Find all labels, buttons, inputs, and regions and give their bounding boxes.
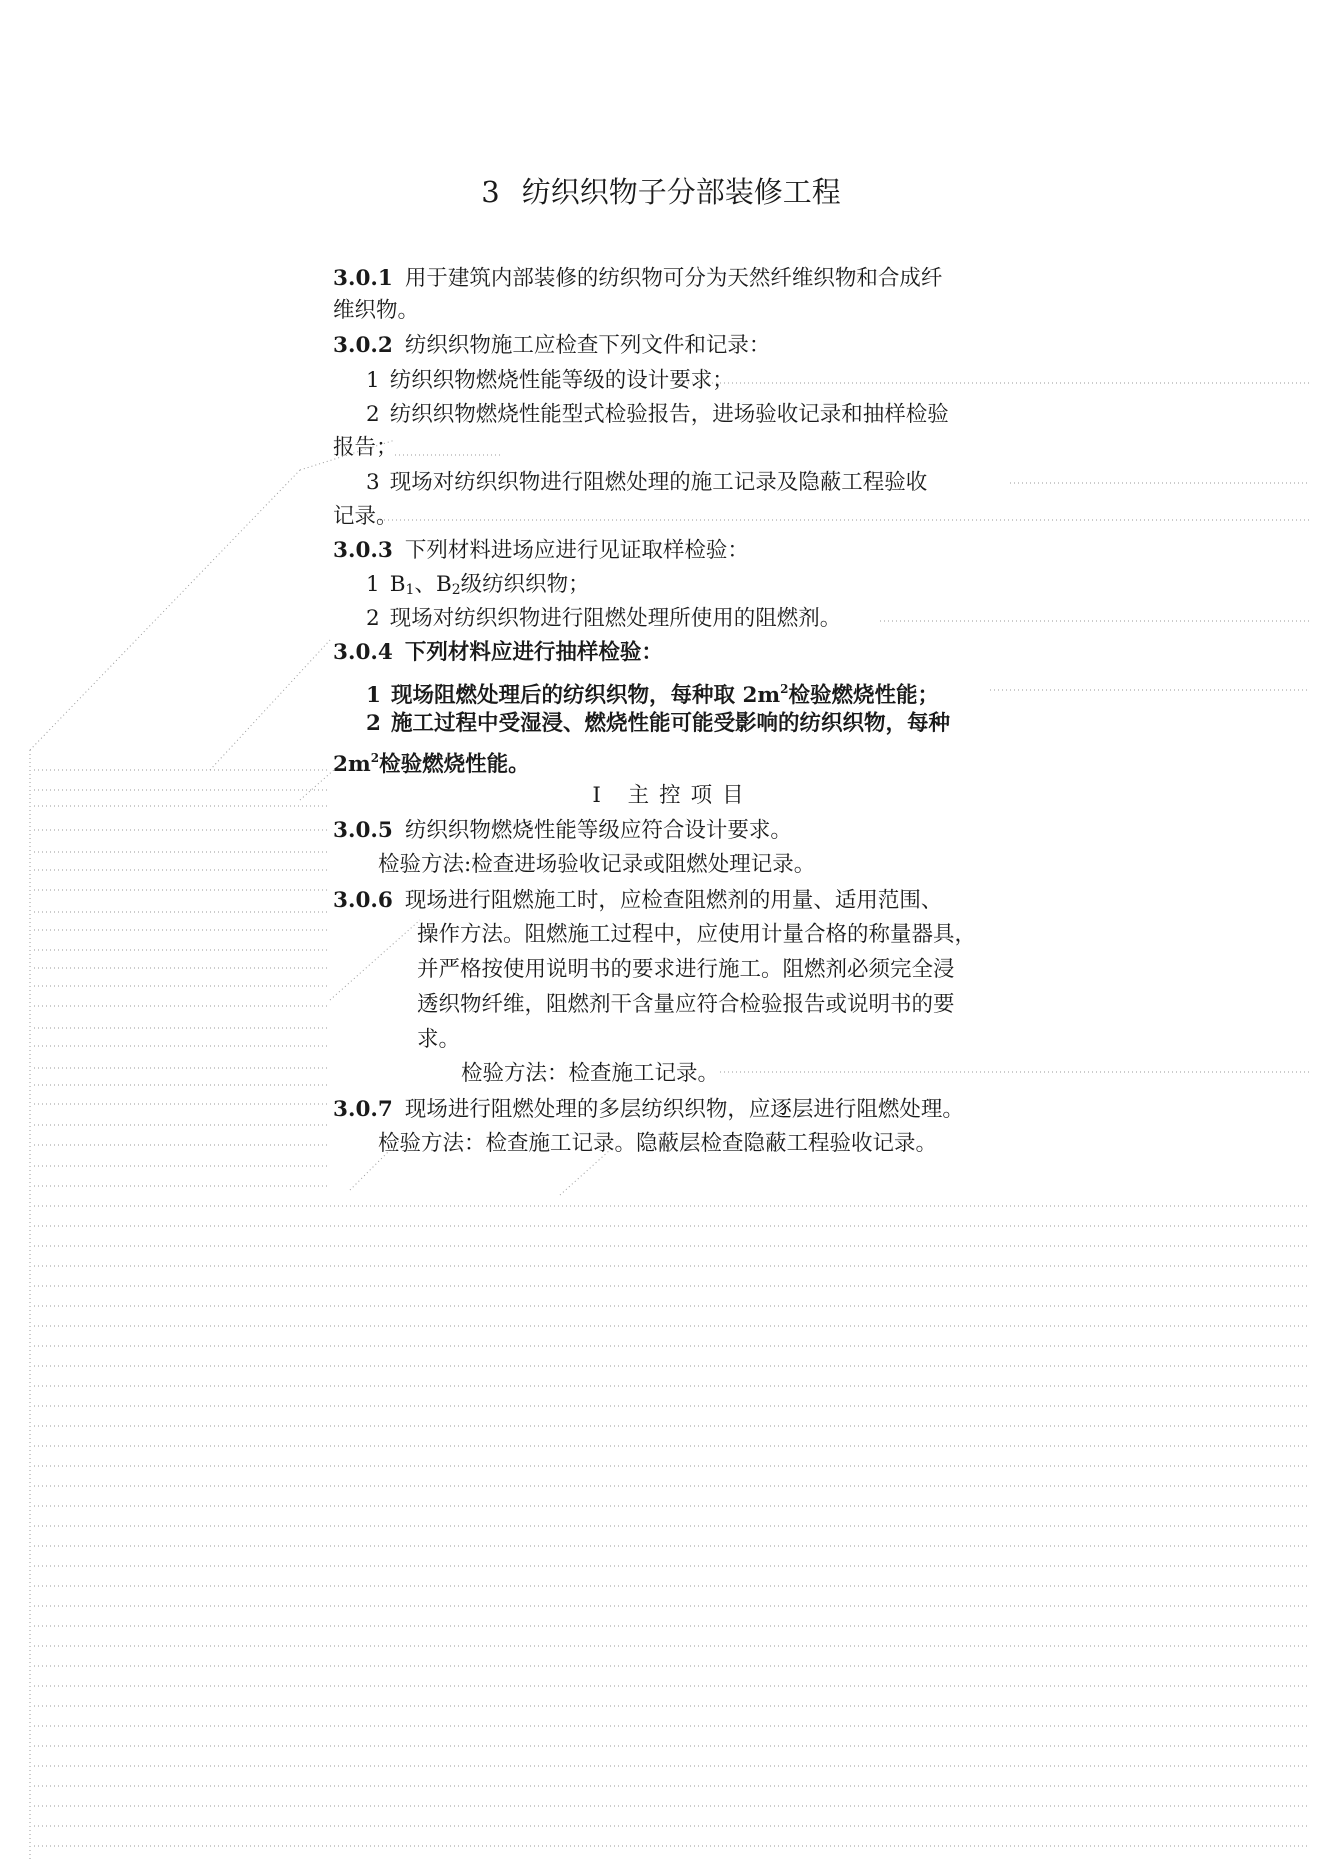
clause-text: 纺织织物施工应检查下列文件和记录：: [404, 333, 771, 358]
clause-text-continued: 维织物。: [333, 298, 420, 323]
inspection-method: 检验方法:检查进场验收记录或阻燃处理记录。: [378, 852, 816, 877]
clause-3-0-2-item-3-continued: [333, 502, 1033, 532]
clause-text: 下列材料进场应进行见证取样检验：: [404, 538, 749, 563]
clause-3-0-6-method: [333, 1059, 1161, 1089]
chapter-heading: [0, 172, 1322, 212]
item-text-continued: 2m: [333, 752, 371, 777]
clause-number: 3.0.4: [333, 640, 393, 665]
clause-3-0-6-line-2: [333, 920, 1117, 950]
clause-3-0-6-line-4: [333, 990, 1117, 1020]
item-text: 现场对纺织织物进行阻燃处理的施工记录及隐蔽工程验收: [389, 470, 928, 495]
inspection-method: 检验方法：检查施工记录。: [461, 1061, 720, 1086]
item-text: 现场阻燃处理后的纺织织物，每种取 2m: [390, 683, 781, 708]
separator: 、: [414, 572, 436, 597]
item-text: 级纺织织物；: [460, 572, 590, 597]
item-text: 纺织织物燃烧性能型式检验报告，进场验收记录和抽样检验: [389, 402, 949, 427]
clause-3-0-6-line-5: [333, 1025, 1117, 1055]
section-title: Ⅰ 主控项目: [592, 783, 754, 808]
item-number: 2: [366, 711, 381, 736]
clause-text: 用于建筑内部装修的纺织物可分为天然纤维织物和合成纤: [404, 266, 943, 291]
clause-text: 操作方法。阻燃施工过程中，应使用计量合格的称量器具，: [417, 922, 977, 947]
clause-text: 透织物纤维，阻燃剂干含量应符合检验报告或说明书的要: [417, 992, 955, 1017]
clause-number: 3.0.5: [333, 818, 393, 843]
item-text: 施工过程中受湿浸、燃烧性能可能受影响的纺织织物，每种: [390, 711, 950, 736]
clause-number: 3.0.6: [333, 888, 393, 913]
item-text: 纺织织物燃烧性能等级的设计要求；: [389, 368, 734, 393]
chapter-number: 3: [481, 175, 500, 209]
clause-3-0-7-method: [333, 1129, 1078, 1159]
grade-subscript: 2: [451, 582, 461, 598]
clause-3-0-5-method: [333, 850, 1078, 880]
item-number: 2: [366, 606, 380, 631]
clause-3-0-2-item-2: [333, 400, 1066, 430]
clause-number: 3.0.7: [333, 1097, 393, 1122]
chapter-title: 纺织织物子分部装修工程: [521, 175, 841, 209]
unit-superscript: 2: [780, 682, 789, 696]
clause-3-0-3-item-1: [333, 570, 1066, 605]
clause-3-0-7: [333, 1095, 1033, 1125]
clause-3-0-5: [333, 816, 1033, 846]
clause-number: 3.0.1: [333, 266, 393, 291]
clause-3-0-2-item-2-continued: [333, 433, 1033, 463]
clause-3-0-6: [333, 886, 1033, 916]
item-number: 2: [366, 402, 380, 427]
clause-3-0-4: [333, 638, 1033, 668]
clause-3-0-4-item-2: [333, 709, 1066, 739]
item-text-continued: 报告；: [333, 435, 398, 460]
grade-b: B: [389, 572, 406, 597]
clause-3-0-3-item-2: [333, 604, 1066, 634]
clause-3-0-2-item-1: [333, 366, 1066, 396]
item-text-continued: 记录。: [333, 504, 398, 529]
grade-b: B: [435, 572, 452, 597]
clause-3-0-2-item-3: [333, 468, 1066, 498]
item-number: 1: [366, 683, 381, 708]
clause-text: 下列材料应进行抽样检验：: [404, 640, 663, 665]
clause-text: 现场进行阻燃处理的多层纺织织物，应逐层进行阻燃处理。: [404, 1097, 964, 1122]
clause-text: 并严格按使用说明书的要求进行施工。阻燃剂必须完全浸: [417, 957, 955, 982]
dotted-diagonal-guide: [30, 470, 300, 750]
item-number: 3: [366, 470, 380, 495]
clause-3-0-6-line-3: [333, 955, 1117, 985]
clause-3-0-3: [333, 536, 1033, 566]
grade-subscript: 1: [405, 582, 415, 598]
clause-text: 现场进行阻燃施工时，应检查阻燃剂的用量、适用范围、: [404, 888, 943, 913]
item-number: 1: [366, 368, 380, 393]
clause-number: 3.0.3: [333, 538, 393, 563]
dotted-diagonal-guide: [210, 640, 330, 770]
item-number: 1: [366, 572, 380, 597]
unit-superscript: 2: [370, 751, 380, 765]
item-text: 现场对纺织织物进行阻燃处理所使用的阻燃剂。: [389, 606, 842, 631]
clause-3-0-4-item-1: [333, 674, 1066, 711]
item-text-end: 检验燃烧性能。: [379, 752, 530, 777]
item-text-end: 检验燃烧性能；: [788, 683, 940, 708]
clause-text: 求。: [417, 1027, 461, 1052]
clause-number: 3.0.2: [333, 333, 393, 358]
clause-text: 纺织织物燃烧性能等级应符合设计要求。: [404, 818, 792, 843]
clause-3-0-1-continued: [333, 296, 1033, 326]
inspection-method: 检验方法：检查施工记录。隐蔽层检查隐蔽工程验收记录。: [378, 1131, 938, 1156]
clause-3-0-1: [333, 264, 1033, 294]
clause-3-0-2: [333, 331, 1033, 361]
clause-3-0-4-item-2-continued: [333, 743, 1033, 780]
